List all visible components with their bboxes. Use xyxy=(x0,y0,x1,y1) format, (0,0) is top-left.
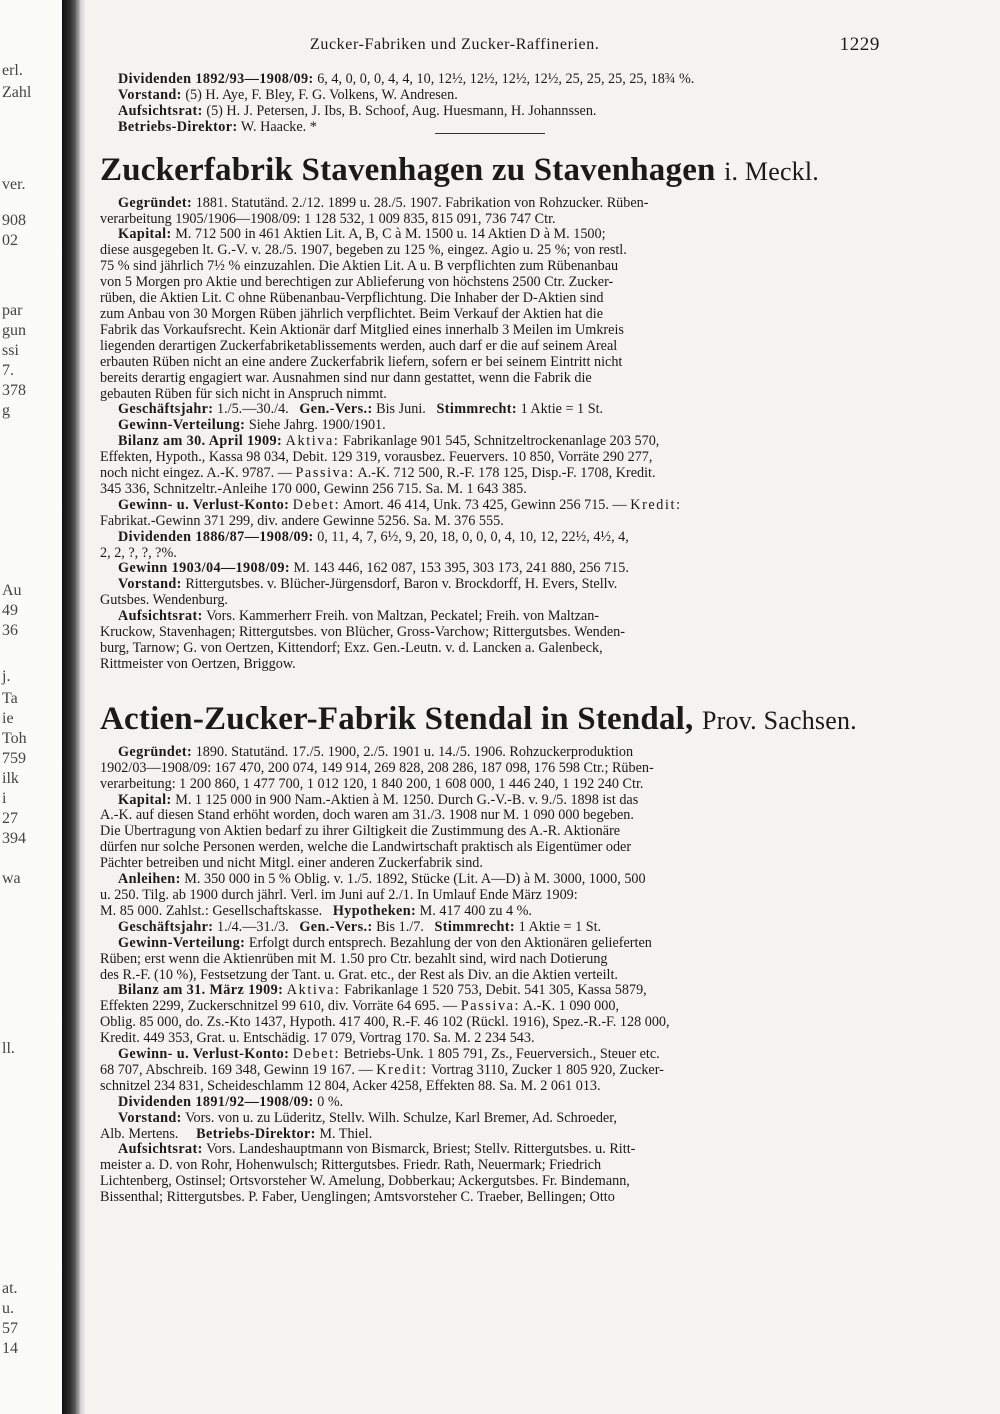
margin-fragment: 908 xyxy=(2,212,26,229)
margin-fragment: ssi xyxy=(2,342,19,359)
text-line: Lichtenberg, Ostinsel; Ortsvorsteher W. Amelung, Dobberkau; Ackergutsbes. Fr. Bindemann, xyxy=(100,1174,630,1190)
text-line: burg, Tarnow; G. von Oertzen, Kittendorf; Exz. Gen.-Leutn. v. d. Lancken a. Galenbeck, xyxy=(100,641,603,656)
capital-line: Kapital: M. 1 125 000 in 900 Nam.-Aktien à M. 1250. Durch G.-V.-B. v. 9./5. 1898 ist das xyxy=(118,792,639,808)
fiscal-year-line: Geschäftsjahr: 1./4.—31./3. Gen.-Vers.: Bis 1./7. Stimmrecht: 1 Aktie = 1 St. xyxy=(118,919,602,935)
text-line: Pächter betreiben und nicht Mitgl. einer anderen Zuckerfabrik sind. xyxy=(100,856,483,872)
text-line: diese ausgegeben lt. G.-V. v. 28./5. 1907, begeben zu 125 %, eingez. Agio u. 25 %; von restl. xyxy=(100,243,627,259)
margin-fragment: 36 xyxy=(2,622,18,639)
profit-line: Gewinn 1903/04—1908/09: M. 143 446, 162 087, 153 395, 303 173, 241 880, 256 715. xyxy=(118,561,629,577)
text-line: liegenden derartigen Zuckerfabriketablissements werden, auch darf er die auf seinem Areal xyxy=(100,338,618,354)
book-gutter xyxy=(62,0,80,1414)
text-line: erbauten Rüben nicht an eine andere Zuckerfabrik liefern, sofern er bei seinem Eintritt nicht xyxy=(100,354,623,370)
company-heading: Actien-Zucker-Fabrik Stendal in Stendal, Prov. Sachsen. xyxy=(100,700,857,737)
loans-line: Anleihen: M. 350 000 in 5 % Oblig. v. 1./5. 1892, Stücke (Lit. A—D) à M. 3000, 1000, 500 xyxy=(118,872,646,888)
text-line: Effekten, Hypoth., Kassa 98 034, Debit. 129 319, vorausbez. Feuervers. 10 850, Vorräte 290 277, xyxy=(100,450,653,466)
text-line: Fabrik das Vorkaufsrecht. Kein Aktionär darf Mitglied eines innerhalb 3 Meilen im Umkreis xyxy=(100,322,624,338)
prev-betriebsdirektor: Betriebs-Direktor: W. Haacke. * xyxy=(118,119,317,135)
adjacent-page-strip xyxy=(0,0,62,1414)
text-line: 68 707, Abschreib. 169 348, Gewinn 19 167. — Kredit: Vortrag 3110, Zucker 1 805 920, Zucker- xyxy=(100,1062,664,1078)
profit-distribution-line: Gewinn-Verteilung: Erfolgt durch entsprech. Bezahlung der von den Aktionären gelieferten xyxy=(118,935,652,951)
text-line: verarbeitung: 1 200 860, 1 477 700, 1 012 120, 1 840 200, 1 608 000, 1 446 240, 1 192 240 Ctr. xyxy=(100,776,644,792)
text-line: bereits derartig engagiert war. Ausnahmen sind nur dann gestattet, wenn die Fabrik die xyxy=(100,370,592,386)
text-line: Kredit. 449 353, Grat. u. Entschädig. 17 079, Vortrag 170. Sa. M. 2 234 543. xyxy=(100,1031,535,1047)
margin-fragment: Au xyxy=(2,582,22,599)
separator-rule xyxy=(435,133,545,134)
dividends-line: Dividenden 1886/87—1908/09: 0, 11, 4, 7, 6½, 9, 20, 18, 0, 0, 0, 4, 10, 12, 22½, 4½, 4, xyxy=(118,529,629,545)
prev-dividends: Dividenden 1892/93—1908/09: 6, 4, 0, 0, 0, 4, 4, 10, 12½, 12½, 12½, 12½, 25, 25, 25, 25, 18¾ %. xyxy=(118,72,695,87)
margin-fragment: i xyxy=(2,790,7,807)
text-line: Kruckow, Stavenhagen; Rittergutsbes. von Blücher, Gross-Varchow; Rittergutsbes. Wenden- xyxy=(100,625,625,641)
text-line: Die Übertragung von Aktien bedarf zu ihrer Giltigkeit die Zustimmung des A.-R. Aktionäre xyxy=(100,824,621,840)
pnl-line: Gewinn- u. Verlust-Konto: Debet: Betriebs-Unk. 1 805 791, Zs., Feuerversich., Steuer etc. xyxy=(118,1047,660,1063)
text-line: des R.-F. (10 %), Festsetzung der Tant. u. Grat. etc., der Rest als Div. an die Aktien verteilt. xyxy=(100,967,618,983)
founded-line: Gegründet: 1881. Statutänd. 2./12. 1899 u. 28./5. 1907. Fabrikation von Rohzucker. Rüben- xyxy=(118,195,649,211)
margin-fragment: wa xyxy=(2,870,21,887)
margin-fragment: 57 xyxy=(2,1320,18,1337)
margin-fragment: ll. xyxy=(2,1040,15,1057)
capital-line: Kapital: M. 712 500 in 461 Aktien Lit. A, B, C à M. 1500 u. 14 Aktien D à M. 1500; xyxy=(118,227,606,243)
margin-fragment: 02 xyxy=(2,232,18,249)
margin-fragment: Ta xyxy=(2,690,18,707)
balance-line: Bilanz am 31. März 1909: Aktiva: Fabrikanlage 1 520 753, Debit. 541 305, Kassa 5879, xyxy=(118,983,647,999)
entry-stavenhagen xyxy=(100,150,880,673)
page-number: 1229 xyxy=(839,34,880,55)
text-line: u. 250. Tilg. ab 1900 durch jährl. Verl. im Juni auf 2./1. In Umlauf Ende März 1909: xyxy=(100,887,578,903)
margin-fragment: 394 xyxy=(2,830,26,847)
board-line: Vorstand: Rittergutsbes. v. Blücher-Jürgensdorf, Baron v. Brockdorff, H. Evers, Stellv. xyxy=(118,577,618,593)
text-line: 1902/03—1908/09: 167 470, 200 074, 149 914, 269 828, 208 286, 187 098, 176 598 Ctr.; Rüben- xyxy=(100,760,654,776)
text-line: rüben, die Aktien Lit. C ohne Rübenanbau-Verpflichtung. Die Inhaber der D-Aktien sind xyxy=(100,291,604,307)
supervisory-line: Aufsichtsrat: Vors. Kammerherr Freih. von Maltzan, Peckatel; Freih. von Maltzan- xyxy=(118,609,600,625)
text-line: Rittmeister von Oertzen, Briggow. xyxy=(100,656,296,672)
margin-fragment: ver. xyxy=(2,176,26,193)
margin-fragment: 378 xyxy=(2,382,26,399)
gutter-shadow xyxy=(80,0,86,1414)
prev-aufsichtsrat: Aufsichtsrat: (5) H. J. Petersen, J. Ibs, B. Schoof, Aug. Huesmann, H. Johannssen. xyxy=(118,103,597,119)
profit-distribution-line: Gewinn-Verteilung: Siehe Jahrg. 1900/1901. xyxy=(118,418,386,434)
text-line: meister a. D. von Rohr, Hohenwulsch; Rittergutsbes. Friedr. Rath, Neuermark; Friedrich xyxy=(100,1158,602,1174)
text-line: noch nicht eingez. A.-K. 9787. — Passiva: A.-K. 712 500, R.-F. 178 125, Disp.-F. 1708, Kredit. xyxy=(100,466,656,482)
margin-fragment: ilk xyxy=(2,770,19,787)
margin-fragment: u. xyxy=(2,1300,14,1317)
fiscal-year-line: Geschäftsjahr: 1./5.—30./4. Gen.-Vers.: Bis Juni. Stimmrecht: 1 Aktie = 1 St. xyxy=(118,402,604,418)
text-line: gebauten Rüben für sich nicht in Anspruch nimmt. xyxy=(100,386,387,402)
margin-fragment: 14 xyxy=(2,1340,18,1357)
text-line: Fabrikat.-Gewinn 371 299, div. andere Gewinne 5256. Sa. M. 376 555. xyxy=(100,513,504,529)
margin-fragment: j. xyxy=(2,668,11,685)
text-line: Gutsbes. Wendenburg. xyxy=(100,593,228,609)
text-line: schnitzel 234 831, Scheideschlamm 12 804, Acker 4258, Effekten 88. Sa. M. 2 061 013. xyxy=(100,1078,601,1094)
text-line: Effekten 2299, Zuckerschnitzel 99 610, div. Vorräte 64 695. — Passiva: A.-K. 1 090 000, xyxy=(100,999,620,1015)
margin-fragment: 49 xyxy=(2,602,18,619)
board-line: Vorstand: Vors. von u. zu Lüderitz, Stellv. Wilh. Schulze, Karl Bremer, Ad. Schroeder, xyxy=(118,1110,617,1126)
text-line: verarbeitung 1905/1906—1908/09: 1 128 532, 1 009 835, 815 091, 736 747 Ctr. xyxy=(100,211,556,227)
entry-stendal xyxy=(100,699,880,1206)
text-line: Bissenthal; Rittergutsbes. P. Faber, Uenglingen; Amtsvorsteher C. Traeber, Bellingen; Otto xyxy=(100,1190,615,1206)
text-line: Alb. Mertens. Betriebs-Direktor: M. Thiel. xyxy=(100,1126,373,1142)
text-line: zum Anbau von 30 Morgen Rüben jährlich verpflichtet. Beim Verkauf der Aktien hat die xyxy=(100,306,604,322)
margin-fragment: 27 xyxy=(2,810,18,827)
dividends-line: Dividenden 1891/92—1908/09: 0 %. xyxy=(118,1094,344,1110)
text-line: dürfen nur solche Personen werden, welche die Landwirtschaft praktisch als Eigentümer oder xyxy=(100,840,632,856)
margin-fragment: par xyxy=(2,302,23,319)
page xyxy=(100,28,880,1206)
margin-fragment: 759 xyxy=(2,750,26,767)
margin-fragment: Toh xyxy=(2,730,27,747)
margin-fragment: g xyxy=(2,402,10,419)
balance-line: Bilanz am 30. April 1909: Aktiva: Fabrikanlage 901 545, Schnitzeltrockenanlage 203 570, xyxy=(118,434,660,450)
text-line: 2, 2, ?, ?, ?%. xyxy=(100,545,177,561)
text-line: M. 85 000. Zahlst.: Gesellschaftskasse. Hypotheken: M. 417 400 zu 4 %. xyxy=(100,903,532,919)
previous-entry xyxy=(100,72,880,136)
margin-fragment: ie xyxy=(2,710,14,727)
pnl-line: Gewinn- u. Verlust-Konto: Debet: Amort. 46 414, Unk. 73 425, Gewinn 256 715. — Kredit: xyxy=(118,497,682,513)
running-header xyxy=(100,28,880,62)
margin-fragment: Zahl xyxy=(2,84,32,101)
margin-fragment: 7. xyxy=(2,362,14,379)
margin-fragment: at. xyxy=(2,1280,18,1297)
header-title: Zucker-Fabriken und Zucker-Raffinerien. xyxy=(310,36,600,53)
supervisory-line: Aufsichtsrat: Vors. Landeshauptmann von Bismarck, Briest; Stellv. Rittergutsbes. u. Ritt- xyxy=(118,1142,636,1158)
text-line: Rüben; erst wenn die Aktienrüben mit M. 1.50 pro Ctr. bezahlt sind, wird nach Dotierung xyxy=(100,951,608,967)
company-heading: Zuckerfabrik Stavenhagen zu Stavenhagen i. Meckl. xyxy=(100,151,820,188)
text-line: 75 % sind jährlich 7½ % einzuzahlen. Die Aktien Lit. A u. B verpflichten zum Rübenanbau xyxy=(100,259,619,275)
founded-line: Gegründet: 1890. Statutänd. 17./5. 1900, 2./5. 1901 u. 14./5. 1906. Rohzuckerproduktion xyxy=(118,744,634,760)
text-line: A.-K. auf diesen Stand erhöht worden, doch waren am 31./3. 1908 nur M. 1 090 000 begeben. xyxy=(100,808,634,824)
prev-vorstand: Vorstand: (5) H. Aye, F. Bley, F. G. Volkens, W. Andresen. xyxy=(118,87,458,103)
margin-fragment: gun xyxy=(2,322,26,339)
margin-fragment: erl. xyxy=(2,62,23,79)
text-line: von 5 Morgen pro Aktie und berechtigen zur Ablieferung von höchstens 2500 Ctr. Zucker- xyxy=(100,275,614,291)
text-line: Oblig. 85 000, do. Zs.-Kto 1437, Hypoth. 417 400, R.-F. 46 102 (Rückl. 1916), Spez.-R.-F. 128 000, xyxy=(100,1015,670,1031)
text-line: 345 336, Schnitzeltr.-Anleihe 170 000, Gewinn 256 715. Sa. M. 1 643 385. xyxy=(100,481,527,497)
